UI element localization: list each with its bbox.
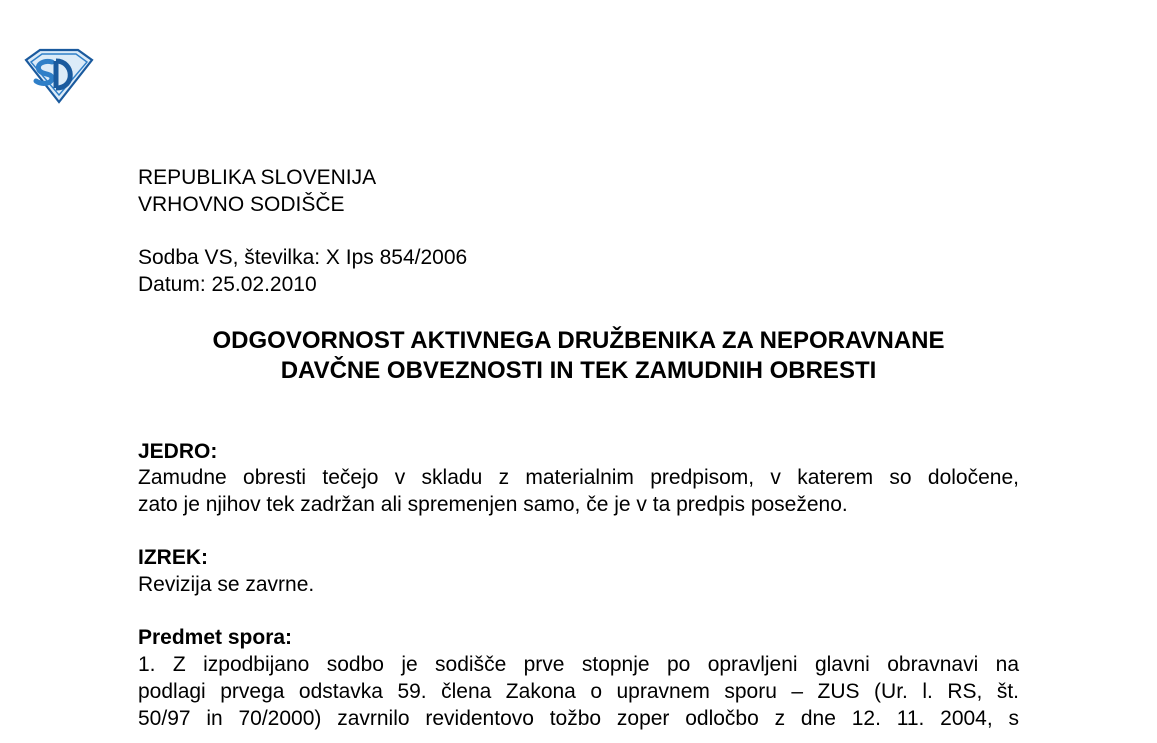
- predmet-line-1: 1. Z izpodbijano sodbo je sodišče prve stopnje po opravljeni glavni obravnavi na: [138, 653, 1019, 677]
- court-logo-icon: [22, 48, 96, 104]
- case-number: Sodba VS, številka: X Ips 854/2006: [138, 246, 468, 270]
- izrek-text: Revizija se zavrne.: [138, 573, 315, 596]
- document-body: [138, 165, 1019, 732]
- case-date: Datum: 25.02.2010: [138, 272, 317, 296]
- jedro-heading: JEDRO:: [138, 439, 218, 463]
- title-line-1: ODGOVORNOST AKTIVNEGA DRUŽBENIKA ZA NEPORAVNANE: [212, 326, 945, 354]
- court-name: VRHOVNO SODIŠČE: [138, 192, 345, 216]
- republic-name: REPUBLIKA SLOVENIJA: [138, 166, 377, 189]
- title-line-2: DAVČNE OBVEZNOSTI IN TEK ZAMUDNIH OBRESTI: [280, 356, 877, 384]
- document-title: [138, 326, 1019, 386]
- predmet-line-3: 50/97 in 70/2000) zavrnilo revidentovo tožbo zoper odločbo z dne 12. 11. 2004, s: [138, 706, 1019, 730]
- predmet-line-2: podlagi prvega odstavka 59. člena Zakona o upravnem sporu – ZUS (Ur. l. RS, št.: [138, 679, 1019, 703]
- izrek-heading: IZREK:: [138, 546, 208, 570]
- jedro-line-2: zato je njihov tek zadržan ali spremenjen samo, če je v ta predpis poseženo.: [138, 492, 848, 516]
- predmet-heading: Predmet spora:: [138, 626, 293, 650]
- jedro-line-1: Zamudne obresti tečejo v skladu z materialnim predpisom, v katerem so določene,: [138, 466, 1019, 490]
